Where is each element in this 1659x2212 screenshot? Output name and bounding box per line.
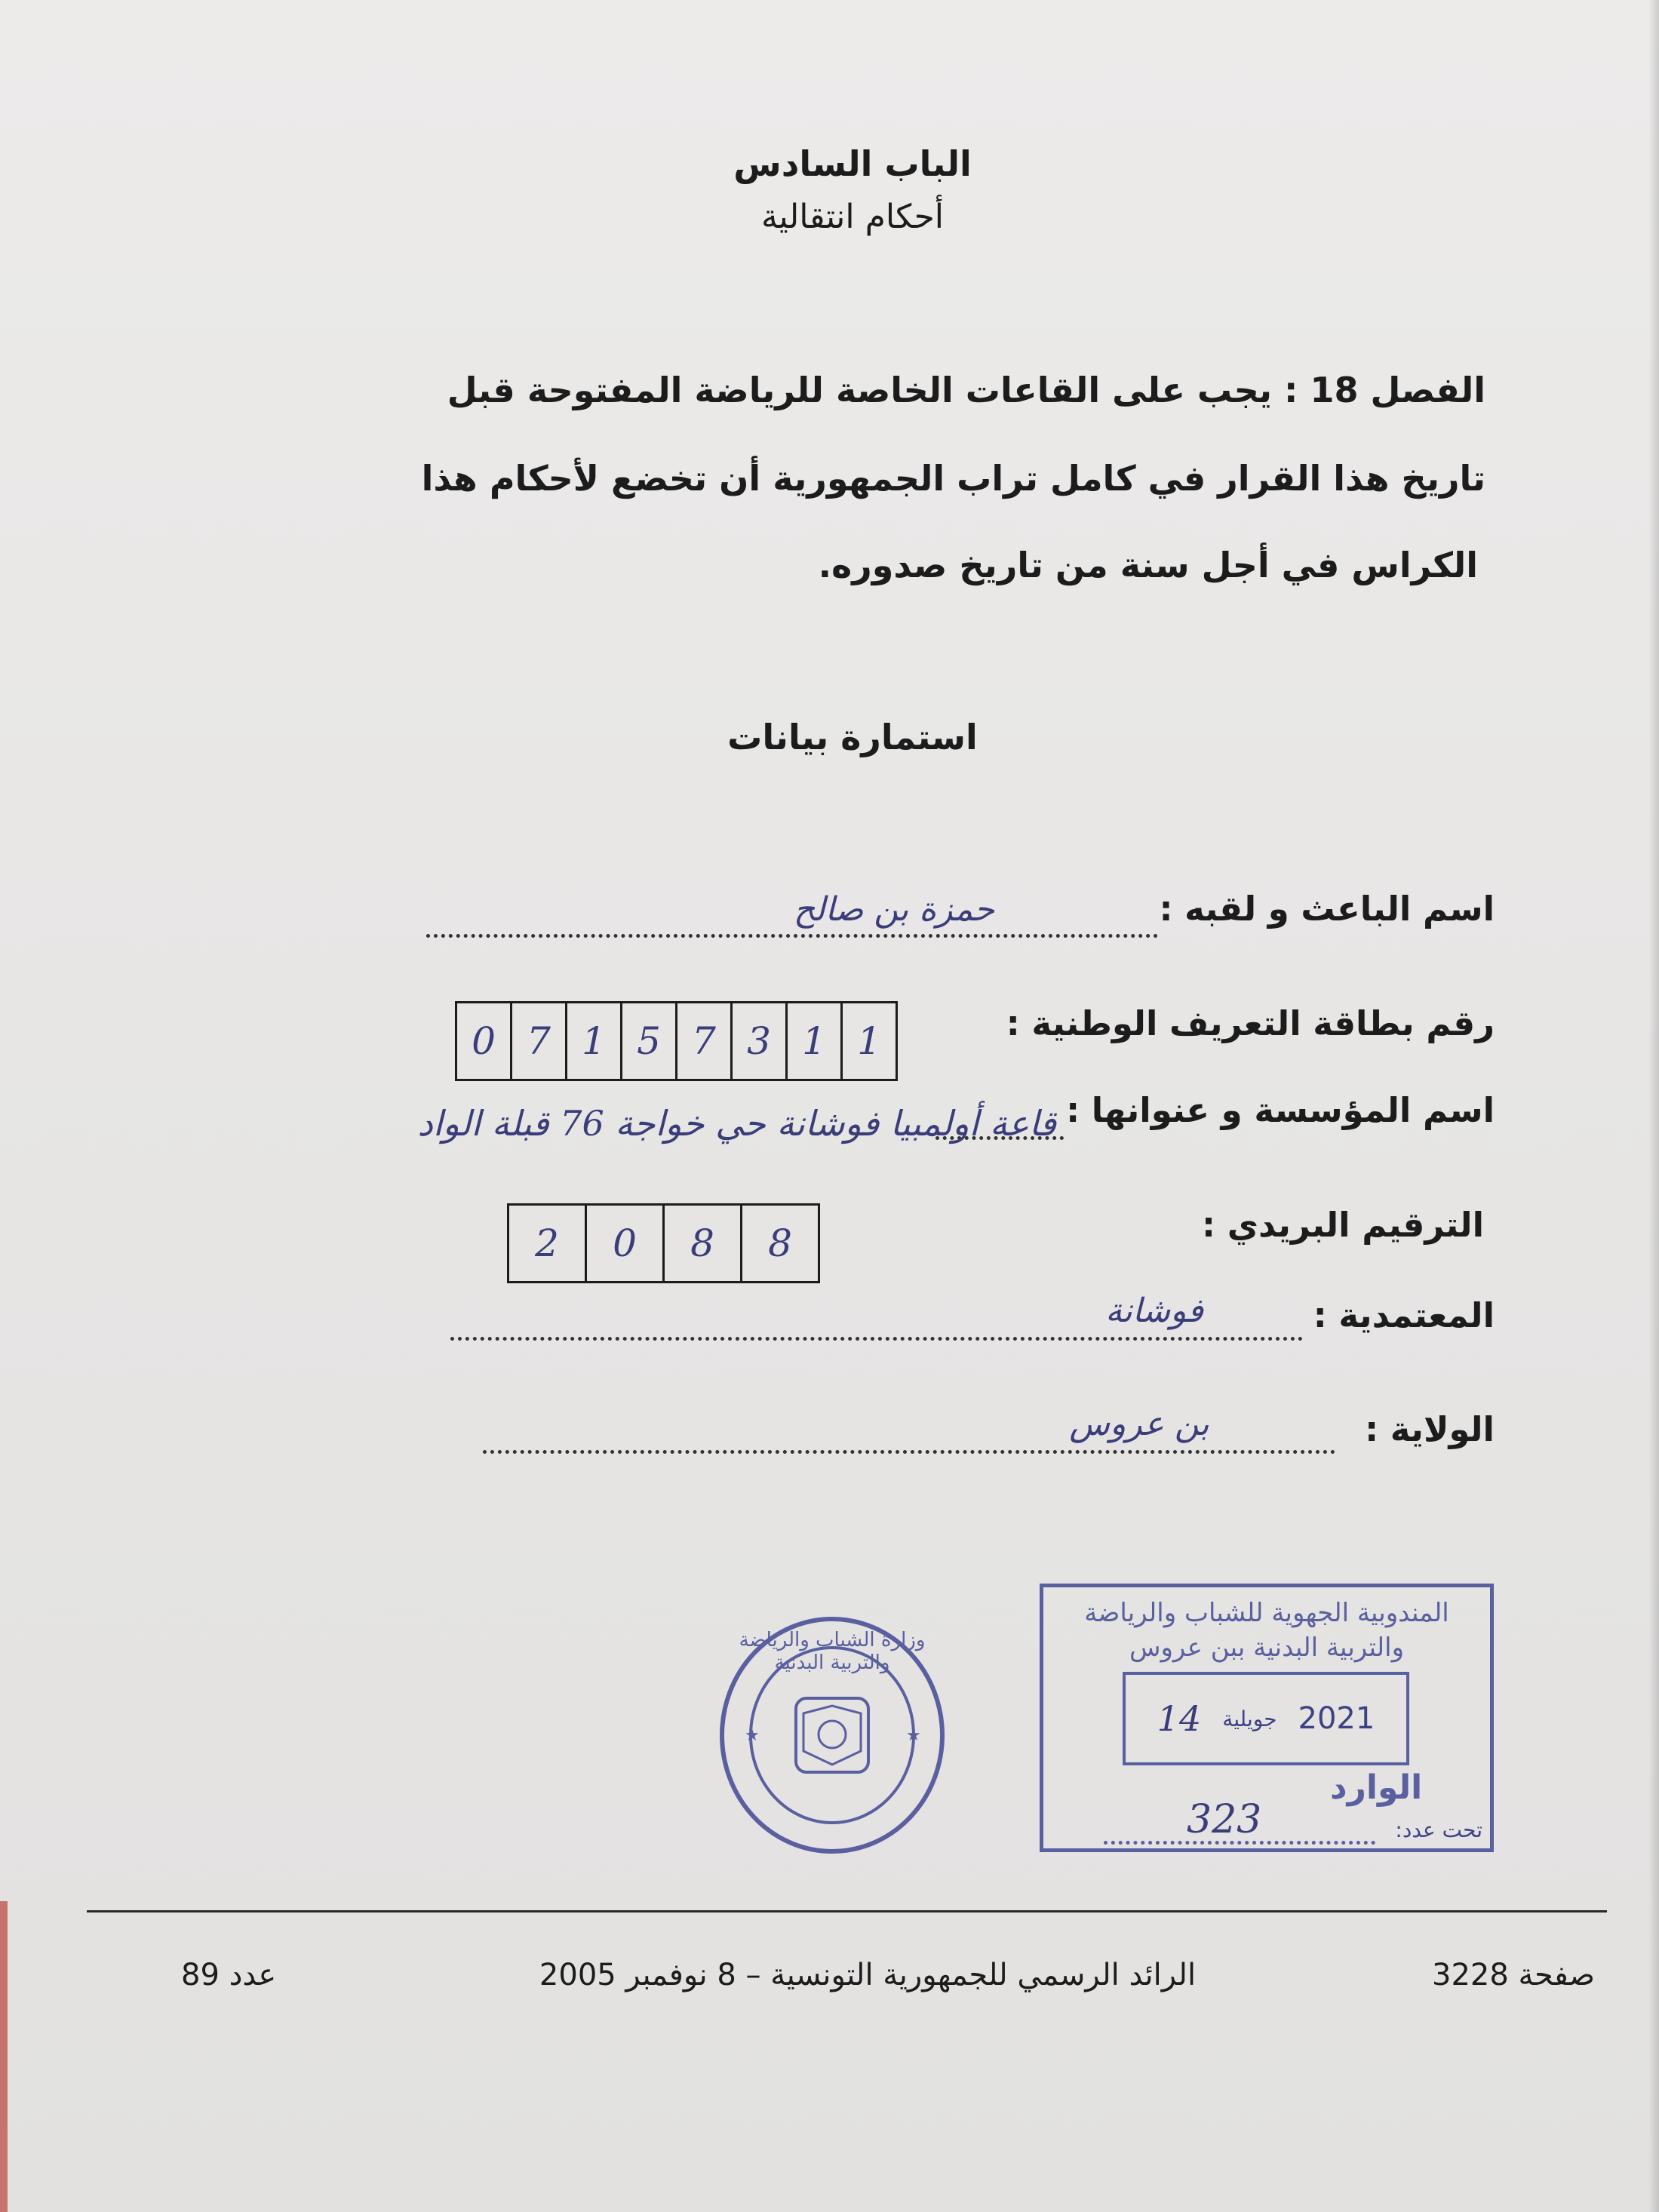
footer-rule xyxy=(87,1910,1607,1912)
stamp-date-month: جويلية xyxy=(1222,1706,1277,1731)
researcher-dotted-line xyxy=(426,934,1158,938)
stamp-line-1: المندوبية الجهوية للشباب والرياضة xyxy=(1084,1598,1449,1628)
stamp-number-label: تحت عدد: xyxy=(1395,1817,1482,1842)
chapter-subtitle: أحكام انتقالية xyxy=(760,198,945,236)
institution-handwritten-value: قاعة أولمبيا فوشانة حي خواجة 76 قبلة الواد xyxy=(417,1103,1056,1144)
id-digit-box: 1 xyxy=(565,1003,620,1079)
ministry-round-seal xyxy=(719,1615,945,1855)
postal-code-label: الترقيم البريدي : xyxy=(1202,1205,1484,1245)
background-red-strip xyxy=(0,1901,8,2212)
postal-digit-box: 2 xyxy=(535,1221,559,1265)
footer-issue-number: عدد 89 xyxy=(181,1958,277,1992)
postal-code-boxes xyxy=(507,1203,820,1283)
seal-text: وزارة الشباب والرياضة والتربية البدنية xyxy=(739,1629,926,1674)
national-id-label: رقم بطاقة التعريف الوطنية : xyxy=(1006,1003,1495,1043)
stamp-line-2: والتربية البدنية ببن عروس xyxy=(1129,1633,1405,1663)
delegation-label: المعتمدية : xyxy=(1313,1295,1495,1335)
delegation-handwritten-value: فوشانة xyxy=(1105,1292,1203,1330)
id-digit-box: 3 xyxy=(730,1003,785,1079)
stamp-date-year: 2021 xyxy=(1298,1701,1375,1736)
postal-digit-box: 8 xyxy=(662,1206,740,1281)
article-line-2: تاريخ هذا القرار في كامل تراب الجمهورية أن تخضع لأحكام هذا xyxy=(421,458,1485,499)
id-digit-box: 7 xyxy=(510,1003,565,1079)
stamp-date-day: 14 xyxy=(1157,1698,1202,1739)
governorate-handwritten-value: بن عروس xyxy=(1069,1405,1209,1443)
id-digit-box: 5 xyxy=(620,1003,675,1079)
national-id-boxes xyxy=(455,1001,898,1081)
id-digit-box: 7 xyxy=(675,1003,730,1079)
stamp-number-value: 323 xyxy=(1187,1797,1262,1842)
form-title: استمارة بيانات xyxy=(727,717,978,757)
institution-label: اسم المؤسسة و عنوانها : xyxy=(1066,1090,1495,1130)
researcher-label: اسم الباعث و لقبه : xyxy=(1159,889,1495,929)
postal-digit-box: 8 xyxy=(740,1206,818,1281)
svg-text:★: ★ xyxy=(906,1726,921,1745)
stamp-received-word: الوارد xyxy=(1330,1768,1423,1807)
article-line-1: الفصل 18 : يجب على القاعات الخاصة للرياضة المفتوحة قبل xyxy=(447,370,1485,410)
stamp-date-box xyxy=(1123,1672,1409,1765)
id-digit-box: 1 xyxy=(840,1003,896,1079)
paper-edge-shadow xyxy=(1648,0,1659,2212)
delegation-dotted-line xyxy=(450,1337,1303,1341)
id-digit-box: 0 xyxy=(472,1019,496,1063)
footer-gazette-title: الرائد الرسمي للجمهورية التونسية – 8 نوفمبر 2005 xyxy=(539,1958,1197,1992)
received-stamp xyxy=(1040,1584,1494,1852)
chapter-title: الباب السادس xyxy=(733,143,972,184)
id-digit-box: 1 xyxy=(785,1003,840,1079)
governorate-dotted-line xyxy=(483,1450,1335,1454)
governorate-label: الولاية : xyxy=(1365,1409,1495,1449)
postal-digit-box: 0 xyxy=(585,1206,662,1281)
article-line-3: الكراس في أجل سنة من تاريخ صدوره. xyxy=(818,545,1478,585)
svg-text:★: ★ xyxy=(745,1726,760,1745)
footer-page-number: صفحة 3228 xyxy=(1432,1958,1595,1992)
researcher-handwritten-value: حمزة بن صالح xyxy=(793,890,995,929)
